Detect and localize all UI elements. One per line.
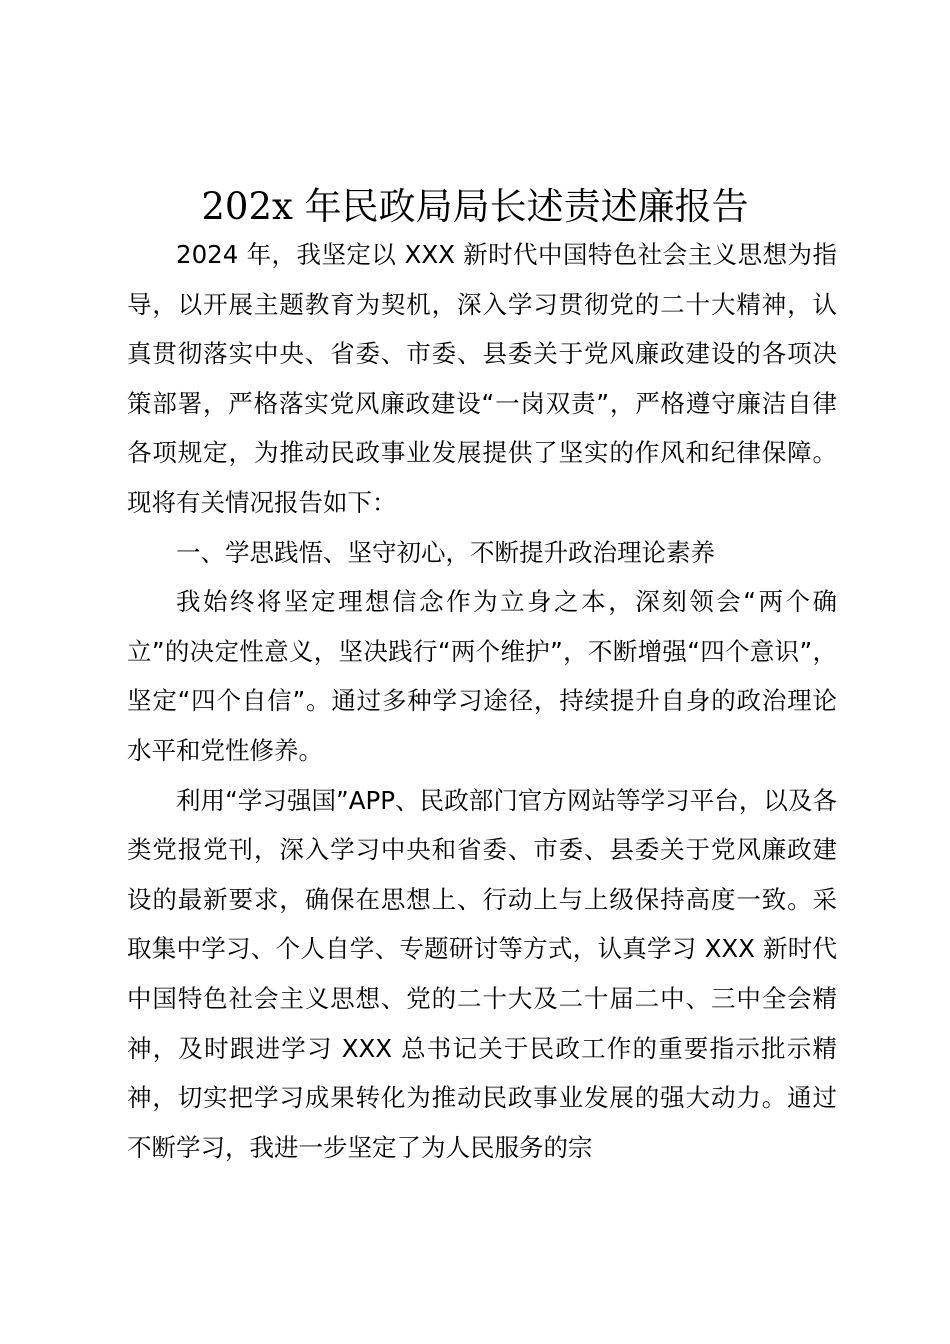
document-body	[127, 230, 837, 1172]
intro-paragraph: 2024 年，我坚定以 XXX 新时代中国特色社会主义思想为指导，以开展主题教育为契机，深入学习贯彻党的二十大精神，认真贯彻落实中央、省委、市委、县委关于党风廉政建设的各项决策部署，严格落实党风廉政建设“一岗双责”，严格遵守廉洁自律各项规定，为推动民政事业发展提供了坚实的作风和纪律保障。现将有关情况报告如下：	[127, 240, 837, 517]
body-paragraph: 利用“学习强国”APP、民政部门官方网站等学习平台，以及各类党报党刊，深入学习中央和省委、市委、县委关于党风廉政建设的最新要求，确保在思想上、行动上与上级保持高度一致。采取集中学习、个人自学、专题研讨等方式，认真学习 XXX 新时代中国特色社会主义思想、党的二十大及二十届二中、三中全会精神，及时跟进学习 XXX 总书记关于民政工作的重要指示批示精神，切实把学习成果转化为推动民政事业发展的强大动力。通过不断学习，我进一步坚定了为人民服务的宗	[127, 785, 837, 1162]
section-heading: 一、学思践悟、坚守初心，不断提升政治理论素养	[176, 537, 715, 567]
document-title: 202x 年民政局局长述责述廉报告	[201, 185, 749, 228]
body-paragraph: 我始终将坚定理想信念作为立身之本，深刻领会“两个确立”的决定性意义，坚决践行“两个维护”，不断增强“四个意识”，坚定“四个自信”。通过多种学习途径，持续提升自身的政治理论水平和党性修养。	[127, 587, 837, 765]
